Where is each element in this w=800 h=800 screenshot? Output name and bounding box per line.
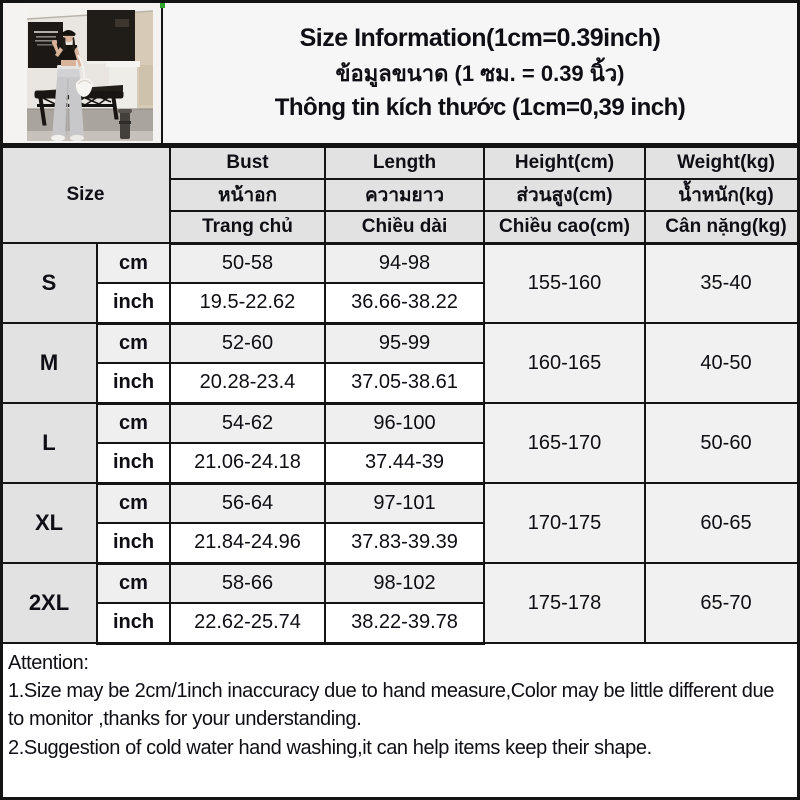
col-header-weight-th: น้ำหนัก(kg) bbox=[645, 179, 800, 211]
cell-size-L: L bbox=[1, 403, 97, 483]
cell-unit-inch-XL: inch bbox=[97, 523, 170, 563]
cell-height-L: 165-170 bbox=[484, 403, 645, 483]
cell-length-cm-XL: 97-101 bbox=[325, 483, 484, 523]
col-header-length-en: Length bbox=[325, 147, 484, 179]
cell-unit-cm-S: cm bbox=[97, 243, 170, 283]
cell-weight-S: 35-40 bbox=[645, 243, 800, 323]
cell-unit-cm-2XL: cm bbox=[97, 563, 170, 603]
attention-note-1: 1.Size may be 2cm/1inch inaccuracy due to hand measure,Color may be little different due to monitor ,thanks for your understanding. bbox=[8, 679, 774, 731]
cell-length-cm-L: 96-100 bbox=[325, 403, 484, 443]
col-header-bust-th: หน้าอก bbox=[170, 179, 325, 211]
col-header-height-th: ส่วนสูง(cm) bbox=[484, 179, 645, 211]
cell-size-S: S bbox=[1, 243, 97, 323]
cell-size-XL: XL bbox=[1, 483, 97, 563]
cell-bust-cm-L: 54-62 bbox=[170, 403, 325, 443]
size-row-XL-cm bbox=[1, 483, 800, 523]
cell-bust-inch-2XL: 22.62-25.74 bbox=[170, 603, 325, 643]
cell-length-cm-S: 94-98 bbox=[325, 243, 484, 283]
size-table bbox=[0, 146, 800, 645]
size-row-2XL-cm bbox=[1, 563, 800, 603]
cell-height-2XL: 175-178 bbox=[484, 563, 645, 643]
cell-bust-cm-M: 52-60 bbox=[170, 323, 325, 363]
size-row-S-cm bbox=[1, 243, 800, 283]
cell-weight-M: 40-50 bbox=[645, 323, 800, 403]
col-header-weight-vi: Cân nặng(kg) bbox=[645, 211, 800, 243]
product-photo bbox=[3, 3, 163, 143]
size-row-L-cm bbox=[1, 403, 800, 443]
cell-size-M: M bbox=[1, 323, 97, 403]
cell-weight-L: 50-60 bbox=[645, 403, 800, 483]
title-english: Size Information(1cm=0.39inch) bbox=[299, 24, 661, 52]
top-section bbox=[3, 3, 797, 146]
cell-length-cm-M: 95-99 bbox=[325, 323, 484, 363]
title-vietnamese: Thông tin kích thước (1cm=0,39 inch) bbox=[274, 94, 686, 121]
cell-length-inch-M: 37.05-38.61 bbox=[325, 363, 484, 403]
size-table-head bbox=[1, 147, 800, 243]
cell-unit-inch-L: inch bbox=[97, 443, 170, 483]
col-header-height-vi: Chiều cao(cm) bbox=[484, 211, 645, 243]
cell-length-cm-2XL: 98-102 bbox=[325, 563, 484, 603]
compression-artifact-dot bbox=[160, 3, 165, 8]
title-block bbox=[163, 3, 797, 143]
col-header-bust-vi: Trang chủ bbox=[170, 211, 325, 243]
cell-bust-inch-XL: 21.84-24.96 bbox=[170, 523, 325, 563]
cell-unit-cm-M: cm bbox=[97, 323, 170, 363]
cell-bust-inch-M: 20.28-23.4 bbox=[170, 363, 325, 403]
cell-length-inch-L: 37.44-39 bbox=[325, 443, 484, 483]
attention-heading: Attention: bbox=[8, 651, 89, 674]
title-thai: ข้อมูลขนาด (1 ซม. = 0.39 นิ้ว) bbox=[335, 61, 625, 86]
model-photo-illustration bbox=[27, 5, 153, 141]
cell-height-M: 160-165 bbox=[484, 323, 645, 403]
cell-bust-inch-L: 21.06-24.18 bbox=[170, 443, 325, 483]
header-row-english bbox=[1, 147, 800, 179]
cell-height-S: 155-160 bbox=[484, 243, 645, 323]
cell-bust-cm-S: 50-58 bbox=[170, 243, 325, 283]
attention-note-2: 2.Suggestion of cold water hand washing,it can help items keep their shape. bbox=[8, 736, 652, 759]
cell-weight-XL: 60-65 bbox=[645, 483, 800, 563]
cell-length-inch-S: 36.66-38.22 bbox=[325, 283, 484, 323]
cell-unit-inch-M: inch bbox=[97, 363, 170, 403]
cell-unit-inch-S: inch bbox=[97, 283, 170, 323]
attention-section bbox=[3, 645, 797, 763]
col-header-length-th: ความยาว bbox=[325, 179, 484, 211]
cell-height-XL: 170-175 bbox=[484, 483, 645, 563]
size-table-body bbox=[1, 243, 800, 643]
cell-unit-cm-XL: cm bbox=[97, 483, 170, 523]
cell-unit-inch-2XL: inch bbox=[97, 603, 170, 643]
cell-size-2XL: 2XL bbox=[1, 563, 97, 643]
cell-weight-2XL: 65-70 bbox=[645, 563, 800, 643]
cell-bust-cm-2XL: 58-66 bbox=[170, 563, 325, 603]
col-header-height-en: Height(cm) bbox=[484, 147, 645, 179]
size-row-M-cm bbox=[1, 323, 800, 363]
cell-length-inch-2XL: 38.22-39.78 bbox=[325, 603, 484, 643]
col-header-weight-en: Weight(kg) bbox=[645, 147, 800, 179]
col-header-length-vi: Chiều dài bbox=[325, 211, 484, 243]
cell-bust-inch-S: 19.5-22.62 bbox=[170, 283, 325, 323]
cell-unit-cm-L: cm bbox=[97, 403, 170, 443]
col-header-bust-en: Bust bbox=[170, 147, 325, 179]
cell-bust-cm-XL: 56-64 bbox=[170, 483, 325, 523]
size-header-cell: Size bbox=[1, 147, 170, 243]
cell-length-inch-XL: 37.83-39.39 bbox=[325, 523, 484, 563]
